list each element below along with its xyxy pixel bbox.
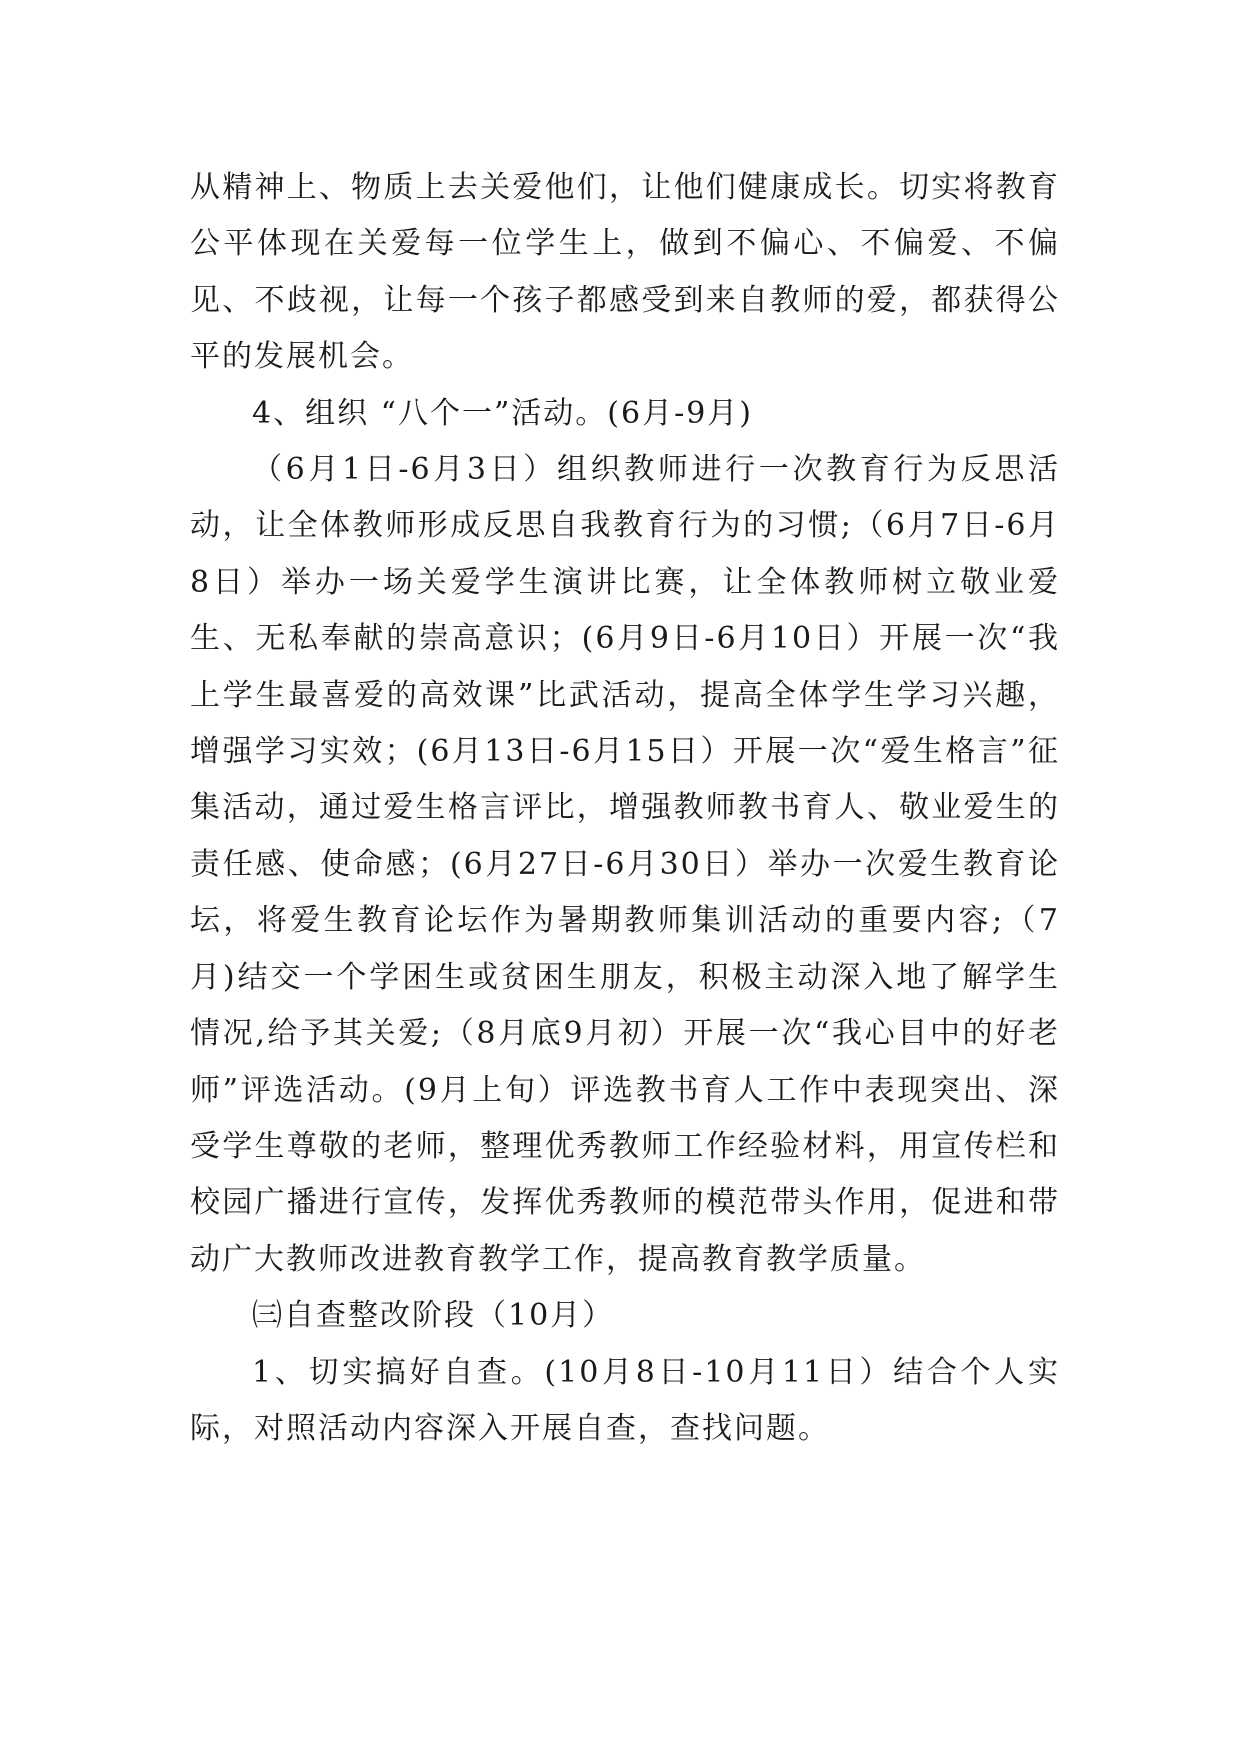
paragraph-item-4-heading: 4、组织 “八个一”活动。(6月-9月) [252,395,754,431]
paragraph-continuation: 从精神上、物质上去关爱他们，让他们健康成长。切实将教育公平体现在关爱每一位学生上，做到不偏心、不偏爱、不偏见、不歧视，让每一个孩子都感受到来自教师的爱，都获得公平的发展机会。 [190,170,1060,375]
section-heading-self-check: ㈢自查整改阶段（10月） [252,1298,615,1334]
document-body [190,160,1060,1457]
paragraph-item-1-self-check: 1、切实搞好自查。(10月8日-10月11日）结合个人实际，对照活动内容深入开展自查，查找问题。 [190,1354,1060,1446]
paragraph-item-4-detail: （6月1日-6月3日）组织教师进行一次教育行为反思活动，让全体教师形成反思自我教育行为的习惯;（6月7日-6月8日）举办一场关爱学生演讲比赛，让全体教师树立敬业爱生、无私奉献的崇高意识；(6月9日-6月10日）开展一次“我上学生最喜爱的高效课”比武活动，提高全体学生学习兴趣，增强学习实效；(6月13日-6月15日）开展一次“爱生格言”征集活动，通过爱生格言评比，增强教师教书育人、敬业爱生的责任感、使命感；(6月27日-6月30日）举办一次爱生教育论坛，将爱生教育论坛作为暑期教师集训活动的重要内容;（7月)结交一个学困生或贫困生朋友，积极主动深入地了解学生情况,给予其关爱;（8月底9月初）开展一次“我心目中的好老师”评选活动。(9月上旬）评选教书育人工作中表现突出、深受学生尊敬的老师，整理优秀教师工作经验材料，用宣传栏和校园广播进行宣传，发挥优秀教师的模范带头作用，促进和带动广大教师改进教育教学工作，提高教育教学质量。 [190,452,1060,1277]
